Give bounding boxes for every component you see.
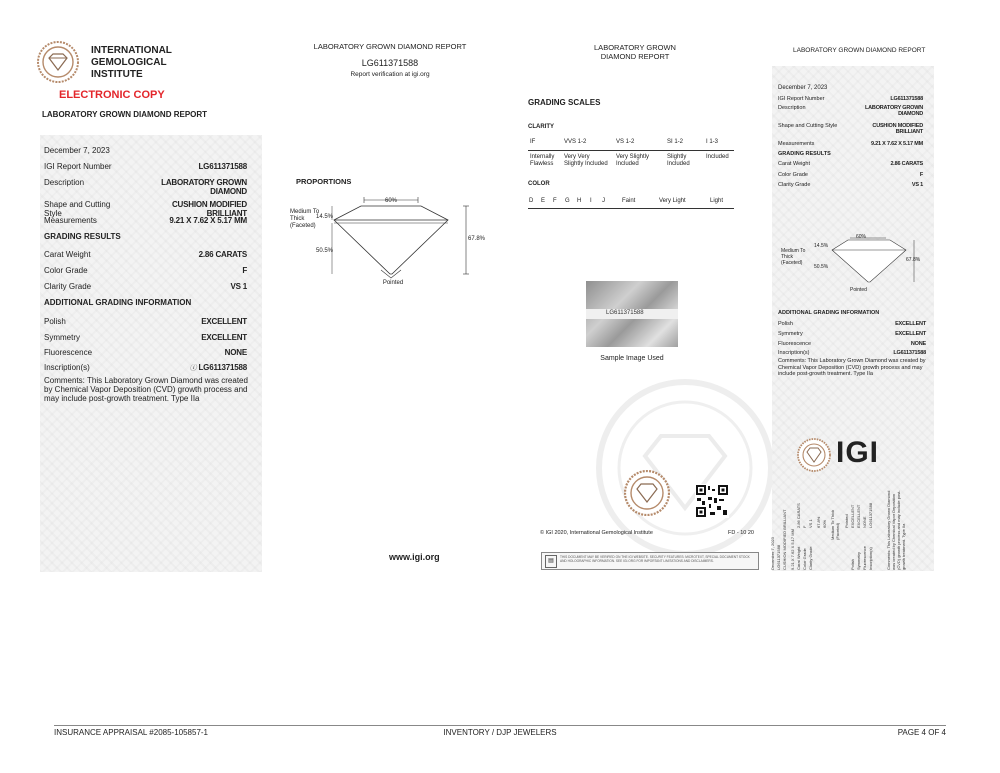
field-value: 9.21 X 7.62 X 5.17 MM bbox=[870, 141, 923, 147]
middle-report-number: LG611371588 bbox=[361, 58, 419, 68]
field-value: 2.86 CARATS bbox=[198, 250, 247, 259]
mini-polish-label: Polish bbox=[850, 559, 855, 570]
girdle-thickness: Medium To Thick (Faceted) bbox=[290, 209, 320, 229]
proportions-heading: PROPORTIONS bbox=[296, 177, 352, 186]
right-field-clarity bbox=[778, 182, 923, 188]
field-value: EXCELLENT bbox=[895, 331, 926, 337]
field-value: LG611371588 bbox=[893, 350, 926, 356]
igi-seal-icon bbox=[37, 41, 79, 83]
left-field-symmetry bbox=[44, 333, 247, 342]
left-field-clarity bbox=[44, 282, 247, 291]
disclaimer-strip bbox=[541, 552, 759, 570]
institute-name-line: INTERNATIONAL bbox=[91, 45, 172, 56]
color-desc: Very Light bbox=[659, 198, 686, 204]
field-value: 9.21 X 7.62 X 5.17 MM bbox=[169, 216, 247, 225]
field-value: LABORATORY GROWN DIAMOND bbox=[161, 178, 247, 196]
mini-report-number: LG611371588 bbox=[776, 544, 781, 570]
field-value: VS 1 bbox=[230, 282, 247, 291]
mini-depth: 67.8% bbox=[816, 516, 821, 528]
field-label: Description bbox=[44, 178, 85, 187]
left-comments: Comments: This Laboratory Grown Diamond was created by Chemical Vapor Deposition (CVD) growth process and may include post-growth treatment. Type IIa bbox=[44, 376, 248, 403]
electronic-copy-label: ELECTRONIC COPY bbox=[59, 89, 165, 101]
website-label: www.igi.org bbox=[389, 552, 440, 562]
left-report-date: December 7, 2023 bbox=[44, 146, 110, 155]
field-label: Shape and Cutting Style bbox=[44, 200, 111, 218]
proportions-diagram bbox=[286, 192, 486, 292]
left-field-measurements bbox=[44, 216, 247, 225]
field-label: Symmetry bbox=[778, 331, 803, 337]
mini-inscription-value: LG611371588 bbox=[868, 502, 873, 528]
field-value: F bbox=[242, 266, 247, 275]
mini-symmetry-label: Symmetry bbox=[856, 552, 861, 570]
scales-report-title bbox=[575, 43, 695, 61]
disclaimer-icon: ▤ bbox=[545, 555, 557, 568]
field-label: Inscription(s) bbox=[778, 350, 810, 356]
mini-polish-value: EXCELLENT bbox=[850, 504, 855, 528]
institute-name-line: INSTITUTE bbox=[91, 69, 143, 80]
clarity-grade-si: SI 1-2 bbox=[667, 139, 684, 145]
footer-page-number: PAGE 4 OF 4 bbox=[897, 728, 946, 737]
right-crown-percent: 14.5% bbox=[814, 243, 829, 249]
right-field-carat bbox=[778, 161, 923, 167]
color-scale-rule bbox=[528, 208, 734, 209]
mini-clarity-value: VS 1 bbox=[808, 519, 813, 528]
field-value: F bbox=[919, 172, 923, 178]
institute-name bbox=[91, 45, 172, 81]
qr-code-icon[interactable] bbox=[695, 484, 729, 518]
clarity-scale-heading: CLARITY bbox=[528, 124, 554, 130]
color-desc: Light bbox=[710, 198, 724, 204]
form-code: FD - 10 20 bbox=[728, 530, 754, 536]
institute-name-line: GEMOLOGICAL bbox=[91, 57, 167, 68]
clarity-desc: Very Very Slightly Included bbox=[564, 154, 608, 167]
mini-symmetry-value: EXCELLENT bbox=[856, 504, 861, 528]
field-value: VS 1 bbox=[911, 182, 923, 188]
left-field-description bbox=[44, 178, 247, 196]
igi-gold-seal-icon bbox=[624, 470, 670, 516]
left-additional-heading: ADDITIONAL GRADING INFORMATION bbox=[44, 298, 192, 307]
mini-table: 60% bbox=[822, 519, 827, 528]
mini-carat-label: Carat Weight bbox=[796, 546, 801, 570]
field-label: Polish bbox=[778, 321, 793, 327]
color-letter: D bbox=[529, 198, 534, 204]
clarity-desc: Slightly Included bbox=[667, 154, 690, 167]
right-additional-heading: ADDITIONAL GRADING INFORMATION bbox=[778, 310, 880, 316]
mini-date: December 7, 2023 bbox=[770, 537, 775, 570]
left-report-title: LABORATORY GROWN DIAMOND REPORT bbox=[42, 110, 208, 119]
igi-inscription-icon: ⓘ bbox=[189, 365, 197, 372]
field-label: Symmetry bbox=[44, 333, 80, 342]
mini-measurements: 9.21 X 7.62 X 5.17 MM bbox=[790, 529, 795, 570]
right-field-fluorescence bbox=[778, 341, 926, 347]
clarity-grade-vvs: VVS 1-2 bbox=[564, 139, 587, 145]
sample-inscription-image bbox=[586, 281, 678, 347]
right-report-title: LABORATORY GROWN DIAMOND REPORT bbox=[793, 47, 926, 54]
middle-verification-text: Report verification at igi.org bbox=[350, 71, 430, 78]
right-culet: Pointed bbox=[850, 287, 867, 293]
igi-logo-text: IGI bbox=[836, 436, 880, 469]
field-label: Carat Weight bbox=[44, 250, 91, 259]
right-comments: Comments: This Laboratory Grown Diamond was created by Chemical Vapor Deposition (CVD) growth process and may include post-growth treatment. Type IIa bbox=[778, 358, 926, 377]
footer-appraisal-number: INSURANCE APPRAISAL #2085-105857-1 bbox=[54, 728, 209, 737]
right-girdle: Medium To Thick (Faceted) bbox=[781, 248, 806, 266]
mini-comments: Comments: This Laboratory Grown Diamond was created by Chemical Vapor Deposition (CVD) growth process and may include post-growth treatment. Type IIa bbox=[886, 490, 906, 570]
table-percent: 60% bbox=[384, 198, 397, 204]
mini-clarity-label: Clarity Grade bbox=[808, 546, 813, 570]
clarity-desc: Included bbox=[706, 154, 729, 160]
field-label: Clarity Grade bbox=[778, 182, 811, 188]
right-field-report-number bbox=[778, 96, 923, 102]
disclaimer-text: THIS DOCUMENT MAY BE VERIFIED ON THE IGI WEBSITE. SECURITY FEATURES: MICROTEXT, SPECIAL DOCUMENT STOCK AND HOLOGRAPHIC INFORMATION. SEE IGI.ORG FOR IMPORTANT LIMITATIONS AND DISCLAIMERS. bbox=[560, 555, 750, 563]
field-label: Polish bbox=[44, 317, 66, 326]
field-value: CUSHION MODIFIED BRILLIANT bbox=[872, 123, 923, 135]
field-label: Inscription(s) bbox=[44, 363, 90, 372]
right-field-polish bbox=[778, 321, 926, 327]
igi-logo-seal-icon bbox=[797, 438, 831, 472]
color-letter: J bbox=[602, 198, 605, 204]
right-grading-results-heading: GRADING RESULTS bbox=[778, 151, 831, 157]
pavilion-percent: 50.5% bbox=[316, 248, 334, 254]
mini-culet: Pointed bbox=[844, 514, 849, 528]
field-value: NONE bbox=[224, 348, 247, 357]
color-letter: H bbox=[577, 198, 582, 204]
right-field-description bbox=[778, 105, 923, 117]
field-label: Color Grade bbox=[778, 172, 808, 178]
mini-fluorescence-label: Fluorescence bbox=[862, 545, 867, 570]
field-value: LG611371588 bbox=[890, 96, 923, 102]
field-label: Measurements bbox=[44, 216, 97, 225]
footer-inventory: INVENTORY / DJP JEWELERS bbox=[443, 728, 557, 737]
field-label: Shape and Cutting Style bbox=[778, 123, 838, 129]
field-value: LG611371588 bbox=[198, 162, 247, 171]
left-grading-results-heading: GRADING RESULTS bbox=[44, 232, 121, 241]
field-label: Description bbox=[778, 105, 806, 111]
grading-scales-heading: GRADING SCALES bbox=[528, 98, 601, 107]
field-value: CUSHION MODIFIED BRILLIANT bbox=[171, 200, 247, 218]
middle-report-title: LABORATORY GROWN DIAMOND REPORT bbox=[313, 42, 467, 51]
field-label: IGI Report Number bbox=[778, 96, 825, 102]
mini-color-label: Color Grade bbox=[802, 548, 807, 570]
field-label: Fluorescence bbox=[778, 341, 812, 347]
left-field-inscription bbox=[44, 363, 247, 373]
field-value: NONE bbox=[910, 341, 926, 347]
left-field-color bbox=[44, 266, 247, 275]
right-field-symmetry bbox=[778, 331, 926, 337]
field-label: Clarity Grade bbox=[44, 282, 92, 291]
left-field-polish bbox=[44, 317, 247, 326]
right-field-inscription bbox=[778, 350, 926, 356]
mini-fluorescence-value: NONE bbox=[862, 516, 867, 528]
clarity-grade-vs: VS 1-2 bbox=[616, 139, 635, 145]
mini-inscription-label: Inscription(s) bbox=[868, 547, 873, 570]
field-value: 2.86 CARATS bbox=[890, 161, 923, 167]
field-label: Measurements bbox=[778, 141, 815, 147]
color-desc: Faint bbox=[622, 198, 636, 204]
clarity-grade-if: IF bbox=[530, 139, 536, 145]
field-value: LG611371588 bbox=[198, 363, 247, 372]
culet-label: Pointed bbox=[382, 280, 404, 286]
right-field-color bbox=[778, 172, 923, 178]
clarity-scale-rule bbox=[528, 150, 734, 151]
clarity-grade-i: I 1-3 bbox=[706, 139, 719, 145]
right-depth-percent: 67.8% bbox=[906, 257, 921, 263]
total-depth-percent: 67.8% bbox=[468, 236, 486, 242]
mini-girdle: Medium To Thick (Faceted) bbox=[830, 509, 840, 540]
right-pavilion-percent: 50.5% bbox=[814, 264, 829, 270]
field-value: EXCELLENT bbox=[201, 317, 247, 326]
copyright-text: © IGI 2020, International Gemological Institute bbox=[540, 530, 653, 536]
mini-color-value: F bbox=[802, 525, 807, 528]
clarity-desc: Internally Flawless bbox=[530, 154, 555, 167]
field-value: EXCELLENT bbox=[895, 321, 926, 327]
field-label: IGI Report Number bbox=[44, 162, 112, 171]
crown-percent: 14.5% bbox=[316, 214, 334, 220]
color-letter: E bbox=[541, 198, 546, 204]
left-field-report-number bbox=[44, 162, 247, 171]
mini-carat-value: 2.86 CARATS bbox=[796, 503, 801, 528]
inscription-value bbox=[190, 363, 247, 373]
field-label: Color Grade bbox=[44, 266, 88, 275]
right-table-percent: 60% bbox=[856, 234, 867, 240]
field-value: EXCELLENT bbox=[201, 333, 247, 342]
sample-inscription-text: LG611371588 bbox=[606, 310, 644, 316]
right-report-date: December 7, 2023 bbox=[778, 85, 828, 91]
scales-title-line: DIAMOND REPORT bbox=[600, 52, 670, 61]
right-field-measurements bbox=[778, 141, 923, 147]
sample-image-caption: Sample Image Used bbox=[600, 355, 664, 362]
footer-rule bbox=[54, 725, 946, 726]
field-label: Carat Weight bbox=[778, 161, 810, 167]
color-letter: F bbox=[553, 198, 557, 204]
mini-shape: CUSHION MODIFIED BRILLIANT bbox=[782, 509, 787, 570]
left-field-fluorescence bbox=[44, 348, 247, 357]
left-field-carat bbox=[44, 250, 247, 259]
right-proportions-diagram bbox=[810, 232, 920, 292]
field-label: Fluorescence bbox=[44, 348, 93, 357]
scales-title-line: LABORATORY GROWN bbox=[594, 43, 676, 52]
color-letter: G bbox=[565, 198, 570, 204]
clarity-desc: Very Slightly Included bbox=[616, 154, 650, 167]
field-value: LABORATORY GROWN DIAMOND bbox=[864, 105, 923, 117]
color-scale-heading: COLOR bbox=[528, 181, 550, 187]
color-letter: I bbox=[590, 198, 592, 204]
right-field-shape bbox=[778, 123, 923, 135]
